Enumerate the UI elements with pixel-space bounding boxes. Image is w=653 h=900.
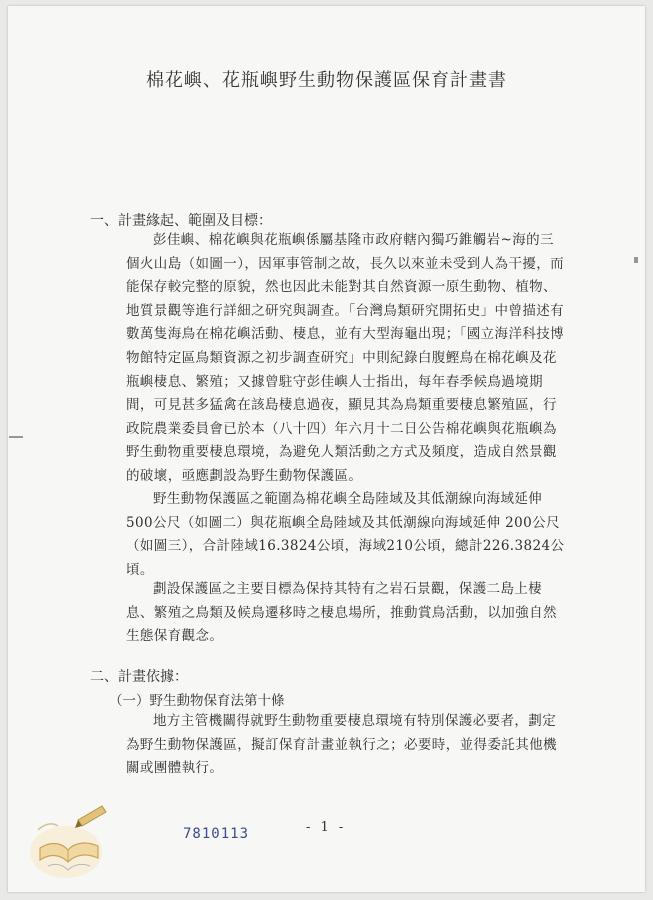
scan-speck xyxy=(9,436,23,438)
paragraph-text: 劃設保護區之主要目標為保持其特有之岩石景觀，保護二島上棲息、繁殖之鳥類及候鳥遷移時之棲息場所，推動賞鳥活動，以加強自然生態保育觀念。 xyxy=(126,581,557,645)
paragraph-text: 地方主管機關得就野生動物重要棲息環境有特別保護必要者，劃定為野生動物保護區，擬訂保育計畫並執行之；必要時，並得委託其他機關或團體執行。 xyxy=(126,713,557,777)
paragraph-text: 彭佳嶼、棉花嶼與花瓶嶼係屬基隆市政府轄內獨巧錐觸岩~海的三個火山島（如圖一），因軍事管制之故，長久以來並未受到人為干擾，而能保存較完整的原貌，然也因此未能對其自然資源一原生動物、植物、地質景觀等進行詳細之研究與調查。「台灣鳥類研究開拓史」中曾描述有數萬隻海鳥在棉花嶼活動、棲息，並有大型海龜出現；「國立海洋科技博物館特定區鳥類資源之初步調查研究」中則紀錄白腹鰹鳥在棉花嶼及花瓶嶼棲息、繁殖；又據曾駐守彭佳嶼人士指出，每年春季候鳥過境期間，可見甚多猛禽在該島棲息過夜，顯見其為鳥類重要棲息繁殖區，行政院農業委員會已於本（八十四）年六月十二日公告棉花嶼與花瓶嶼為野生動物重要棲息環境，為避免人類活動之方式及頻度，造成自然景觀的破壞，亟應劃設為野生動物保護區。 xyxy=(126,232,565,484)
section-1-paragraph-3 xyxy=(126,578,566,649)
library-book-logo-icon xyxy=(18,800,118,882)
page-number: - 1 - xyxy=(306,820,347,835)
scan-speck xyxy=(634,257,638,263)
document-title: 棉花嶼、花瓶嶼野生動物保護區保育計畫書 xyxy=(146,70,507,91)
paragraph-text: 野生動物保護區之範圍為棉花嶼全島陸域及其低潮線向海域延伸 500公尺（如圖二）與花瓶嶼全島陸域及其低潮線向海域延伸 200公尺（如圖三），合計陸域16.3824公頃，海域210公頃，總計226.3824公頃。 xyxy=(126,491,565,578)
section-2-heading: 二、計畫依據： xyxy=(90,669,188,685)
section-2-subheading: （一）野生動物保育法第十條 xyxy=(109,693,285,709)
document-id-stamp: 7810113 xyxy=(183,826,250,842)
section-1-paragraph-2 xyxy=(126,488,566,582)
section-2-paragraph-1 xyxy=(126,710,566,781)
section-1-heading: 一、計畫緣起、範圍及目標： xyxy=(90,213,272,229)
section-1-paragraph-1 xyxy=(126,229,566,489)
